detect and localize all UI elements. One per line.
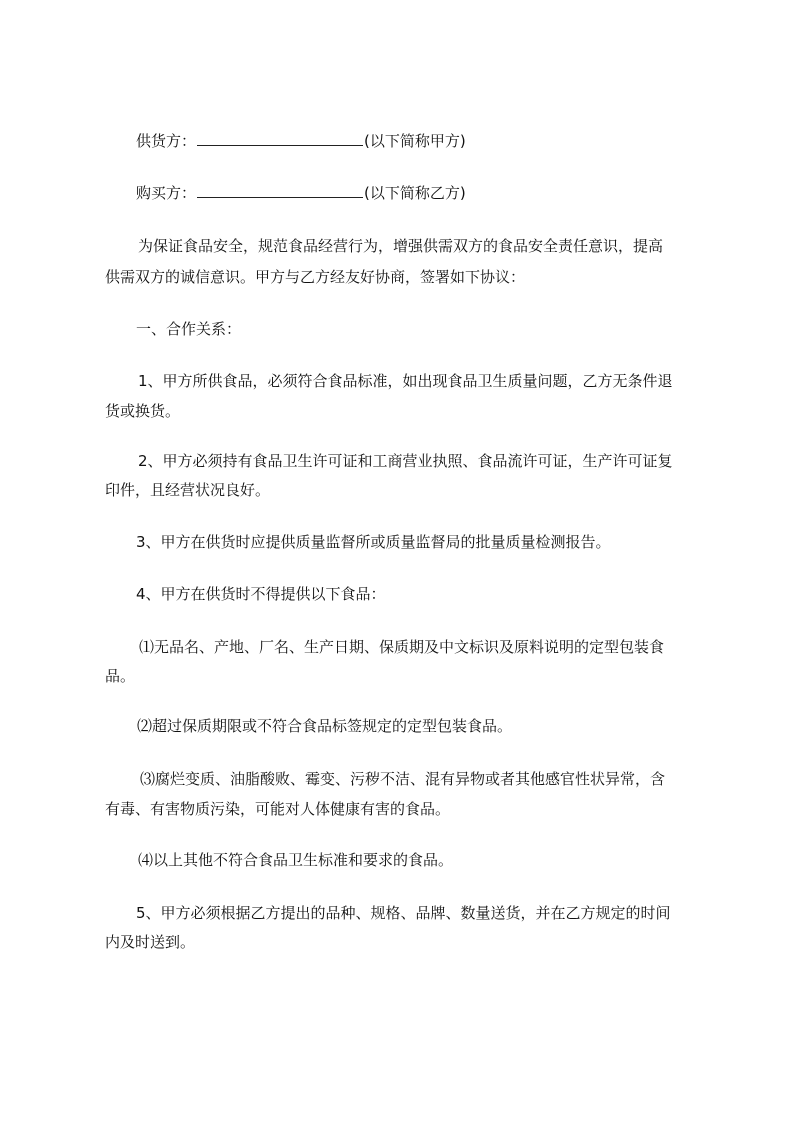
item-5-line-2: 内及时送到。 [105,933,196,951]
buyer-suffix: (以下简称乙方) [364,184,466,202]
sub-item-1-line-1: ⑴无品名、产地、厂名、生产日期、保质期及中文标识及原料说明的定型包装食 [139,638,665,656]
supplier-blank [197,131,363,146]
sub-item-3-line-2: 有毒、有害物质污染，可能对人体健康有害的食品。 [105,800,451,818]
supplier-line [136,131,466,151]
intro-line-1: 为保证食品安全，规范食品经营行为，增强供需双方的食品安全责任意识，提高 [138,237,664,255]
item-2-line-1: 2、甲方必须持有食品卫生许可证和工商营业执照、食品流许可证，生产许可证复 [138,452,673,470]
supplier-suffix: (以下简称甲方) [364,132,466,150]
sub-item-4: ⑷以上其他不符合食品卫生标准和要求的食品。 [138,851,454,869]
buyer-blank [197,183,363,198]
sub-item-2: ⑵超过保质期限或不符合食品标签规定的定型包装食品。 [137,717,513,735]
sub-item-3-line-1: ⑶腐烂变质、油脂酸败、霉变、污秽不洁、混有异物或者其他感官性状异常，含 [140,770,666,788]
item-3: 3、甲方在供货时应提供质量监督所或质量监督局的批量质量检测报告。 [136,533,611,551]
item-1-line-2: 货或换货。 [105,402,181,420]
sub-item-1-line-2: 品。 [105,667,136,685]
item-2-line-2: 印件，且经营状况良好。 [105,481,271,499]
item-1-line-1: 1、甲方所供食品，必须符合食品标准，如出现食品卫生质量问题，乙方无条件退 [138,372,673,390]
item-5-line-1: 5、甲方必须根据乙方提出的品种、规格、品牌、数量送货，并在乙方规定的时间 [136,904,671,922]
intro-line-2: 供需双方的诚信意识。甲方与乙方经友好协商，签署如下协议： [105,268,526,286]
item-4: 4、甲方在供货时不得提供以下食品： [136,585,386,603]
section-heading: 一、合作关系： [136,320,242,338]
buyer-label: 购买方： [136,184,197,202]
buyer-line [136,183,466,203]
supplier-label: 供货方： [136,132,197,150]
